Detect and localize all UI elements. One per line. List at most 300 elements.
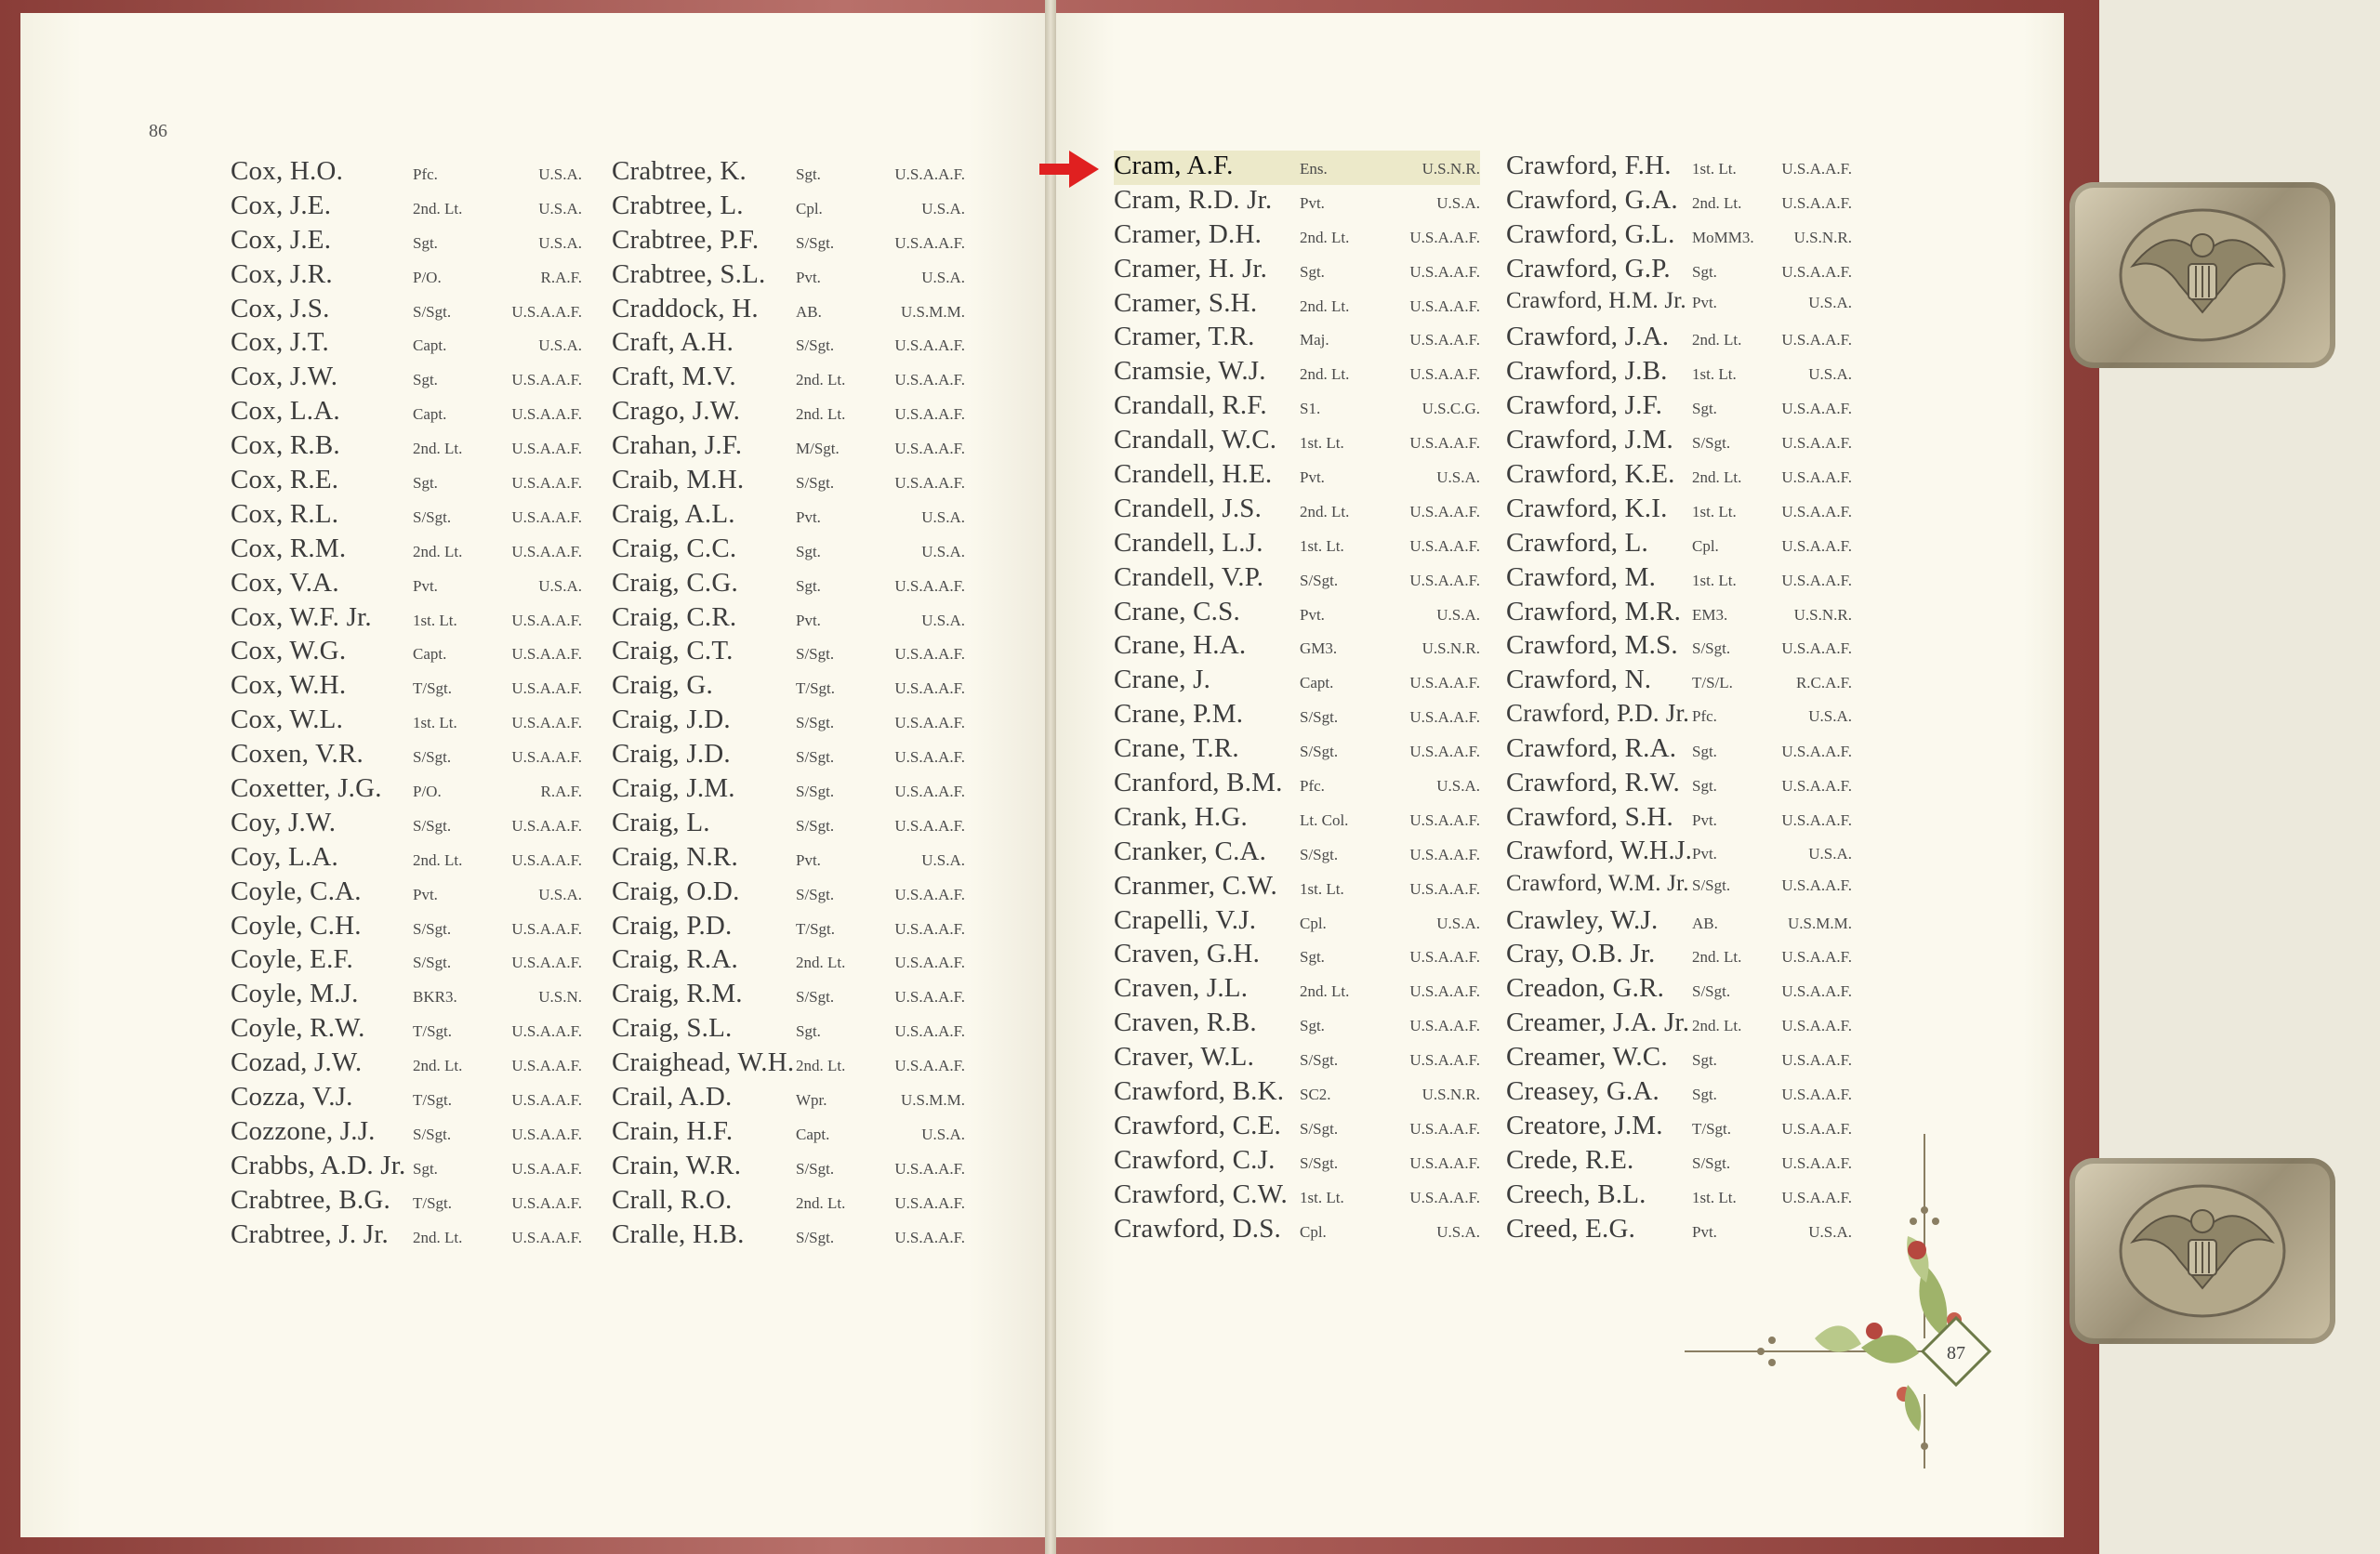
list-item xyxy=(1114,425,1480,459)
entry-name: Coxen, V.R. xyxy=(231,739,364,770)
list-item xyxy=(1114,254,1480,288)
entry-rank: S/Sgt. xyxy=(796,748,835,767)
list-item xyxy=(231,1116,582,1151)
entry-rank: Maj. xyxy=(1300,331,1329,349)
entry-service: U.S.A.A.F. xyxy=(894,919,965,938)
list-item xyxy=(612,1185,965,1219)
entry-service: U.S.A.A.F. xyxy=(511,1125,582,1143)
entry-rank: Pfc. xyxy=(1300,777,1325,796)
entry-name: Crawford, R.A. xyxy=(1506,733,1677,764)
entry-service: U.S.A.A.F. xyxy=(511,507,582,526)
list-item xyxy=(1114,665,1480,699)
entry-name: Coy, L.A. xyxy=(231,841,338,872)
entry-service: U.S.A. xyxy=(538,165,582,183)
entry-name: Cramer, D.H. xyxy=(1114,218,1263,249)
entry-service: U.S.A.A.F. xyxy=(894,714,965,732)
entry-service: U.S.N.R. xyxy=(1421,639,1480,658)
entry-name: Crandall, R.F. xyxy=(1114,390,1267,421)
entry-name: Crandell, V.P. xyxy=(1114,561,1264,592)
entry-service: U.S.A.A.F. xyxy=(1409,948,1480,967)
list-item xyxy=(1506,871,1852,905)
entry-name: Craig, C.R. xyxy=(612,601,737,632)
list-item xyxy=(231,191,582,225)
entry-service: R.C.A.F. xyxy=(1795,674,1852,692)
list-item xyxy=(612,670,965,705)
list-item xyxy=(231,602,582,637)
entry-service: U.S.A. xyxy=(921,268,965,286)
entry-service: U.S.A.A.F. xyxy=(511,302,582,321)
list-item xyxy=(1114,939,1480,973)
list-item xyxy=(612,876,965,911)
list-item xyxy=(231,294,582,328)
list-item xyxy=(612,225,965,259)
entry-rank: S/Sgt. xyxy=(1300,1051,1339,1070)
entry-name: Crawford, J.B. xyxy=(1506,356,1668,387)
entry-service: U.S.A.A.F. xyxy=(1409,810,1480,829)
list-item xyxy=(1114,1179,1480,1214)
entry-rank: 2nd. Lt. xyxy=(796,954,846,972)
entry-name: Crawford, P.D. Jr. xyxy=(1506,699,1690,728)
entry-rank: Capt. xyxy=(796,1125,830,1143)
list-item xyxy=(1114,322,1480,356)
entry-service: U.S.A.A.F. xyxy=(1781,639,1852,658)
left-column-1 xyxy=(231,156,582,1254)
entry-service: U.S.A.A.F. xyxy=(1409,1051,1480,1070)
list-item xyxy=(1506,1042,1852,1076)
entry-service: U.S.A.A.F. xyxy=(1781,400,1852,418)
entry-rank: T/Sgt. xyxy=(413,1091,453,1110)
list-item xyxy=(1506,151,1852,185)
entry-name: Creadon, G.R. xyxy=(1506,973,1665,1004)
entry-rank: 2nd. Lt. xyxy=(1300,365,1350,384)
entry-service: U.S.A.A.F. xyxy=(511,371,582,389)
entry-rank: S/Sgt. xyxy=(1300,1153,1339,1172)
entry-service: U.S.A.A.F. xyxy=(894,233,965,252)
entry-rank: Pvt. xyxy=(1692,844,1717,863)
list-item xyxy=(612,191,965,225)
entry-service: U.S.A.A.F. xyxy=(1781,193,1852,212)
entry-service: U.S.A. xyxy=(538,576,582,595)
list-item xyxy=(612,1047,965,1082)
list-item xyxy=(231,499,582,533)
entry-name: Crabtree, S.L. xyxy=(612,258,766,289)
entry-rank: Pvt. xyxy=(1300,605,1325,624)
list-item xyxy=(1506,219,1852,254)
entry-name: Coyle, C.A. xyxy=(231,876,362,906)
entry-rank: S/Sgt. xyxy=(1300,743,1339,761)
entry-name: Craig, C.T. xyxy=(612,636,734,666)
list-item xyxy=(612,430,965,465)
entry-rank: 2nd. Lt. xyxy=(413,542,463,560)
entry-rank: T/Sgt. xyxy=(1692,1119,1732,1138)
entry-name: Cram, A.F. xyxy=(1114,151,1234,180)
list-item xyxy=(1114,836,1480,871)
entry-name: Crandell, H.E. xyxy=(1114,459,1273,490)
list-item xyxy=(1114,1145,1480,1179)
entry-service: U.S.A.A.F. xyxy=(1781,331,1852,349)
entry-rank: Sgt. xyxy=(796,165,821,183)
entry-service: U.S.N. xyxy=(538,988,582,1007)
entry-name: Craft, M.V. xyxy=(612,362,736,392)
entry-name: Crane, T.R. xyxy=(1114,733,1239,764)
entry-name: Creed, E.G. xyxy=(1506,1213,1636,1244)
entry-service: U.S.A.A.F. xyxy=(894,440,965,458)
entry-service: U.S.A.A.F. xyxy=(1409,1017,1480,1035)
entry-service: U.S.M.M. xyxy=(901,302,965,321)
entry-rank: S/Sgt. xyxy=(1692,876,1731,894)
list-item xyxy=(1506,288,1852,323)
eagle-seal-icon xyxy=(2114,1177,2291,1325)
entry-name: Cox, V.A. xyxy=(231,567,339,598)
entry-name: Creech, B.L. xyxy=(1506,1179,1646,1209)
entry-name: Coyle, M.J. xyxy=(231,979,359,1009)
entry-service: U.S.A.A.F. xyxy=(894,1193,965,1212)
entry-name: Craig, J.D. xyxy=(612,739,731,770)
entry-rank: Pfc. xyxy=(1692,707,1717,726)
entry-name: Craig, J.D. xyxy=(612,705,731,735)
entry-rank: Sgt. xyxy=(796,576,821,595)
entry-service: U.S.A.A.F. xyxy=(1409,296,1480,315)
list-item xyxy=(1506,597,1852,631)
entry-name: Crawford, M.R. xyxy=(1506,596,1682,626)
entry-rank: S/Sgt. xyxy=(1692,1153,1731,1172)
entry-rank: S/Sgt. xyxy=(413,954,452,972)
list-item xyxy=(612,294,965,328)
entry-name: Cram, R.D. Jr. xyxy=(1114,184,1273,215)
list-item xyxy=(1114,733,1480,768)
entry-name: Crandell, J.S. xyxy=(1114,493,1263,523)
entry-rank: Sgt. xyxy=(1300,262,1325,281)
entry-service: U.S.C.G. xyxy=(1421,400,1480,418)
list-item xyxy=(612,602,965,637)
list-item xyxy=(1506,425,1852,459)
entry-rank: Pvt. xyxy=(1692,293,1717,311)
entry-service: U.S.A.A.F. xyxy=(1409,1188,1480,1206)
entry-service: U.S.A.A.F. xyxy=(511,405,582,424)
entry-rank: S/Sgt. xyxy=(413,302,452,321)
entry-rank: Sgt. xyxy=(413,1159,438,1178)
entry-rank: Pvt. xyxy=(1692,1222,1717,1241)
entry-rank: S/Sgt. xyxy=(413,507,452,526)
entry-rank: 2nd. Lt. xyxy=(1300,296,1350,315)
list-item xyxy=(231,1151,582,1185)
entry-service: U.S.A.A.F. xyxy=(1409,1153,1480,1172)
entry-name: Cox, J.E. xyxy=(231,190,332,220)
list-item xyxy=(1114,390,1480,425)
list-item xyxy=(612,773,965,808)
entry-rank: T/S/L. xyxy=(1692,674,1733,692)
entry-name: Cozza, V.J. xyxy=(231,1082,353,1113)
entry-service: U.S.A.A.F. xyxy=(511,1022,582,1041)
list-item xyxy=(231,156,582,191)
entry-name: Cramsie, W.J. xyxy=(1114,356,1266,387)
entry-name: Creamer, W.C. xyxy=(1506,1042,1668,1073)
entry-name: Cox, W.G. xyxy=(231,636,347,666)
entry-service: U.S.A.A.F. xyxy=(511,1057,582,1075)
entry-name: Crawford, D.S. xyxy=(1114,1213,1282,1244)
entry-rank: 2nd. Lt. xyxy=(796,405,846,424)
entry-service: U.S.A.A.F. xyxy=(511,816,582,835)
entry-name: Crawford, M. xyxy=(1506,561,1657,592)
entry-service: U.S.A. xyxy=(1436,777,1480,796)
entry-rank: S/Sgt. xyxy=(413,816,452,835)
entry-service: U.S.A.A.F. xyxy=(1409,845,1480,863)
left-column-2 xyxy=(612,156,965,1254)
list-item xyxy=(612,911,965,945)
list-item xyxy=(1114,1214,1480,1248)
entry-rank: 1st. Lt. xyxy=(1692,1188,1737,1206)
list-item xyxy=(231,225,582,259)
entry-rank: S/Sgt. xyxy=(796,1228,835,1246)
entry-rank: Sgt. xyxy=(1692,400,1717,418)
entry-rank: 1st. Lt. xyxy=(1300,1188,1344,1206)
list-item xyxy=(1114,528,1480,562)
list-item xyxy=(612,1151,965,1185)
entry-name: Craig, R.A. xyxy=(612,944,738,975)
entry-name: Crawford, J.F. xyxy=(1506,390,1663,421)
entry-service: U.S.A. xyxy=(1436,1222,1480,1241)
entry-name: Crandell, L.J. xyxy=(1114,527,1263,558)
entry-name: Craddock, H. xyxy=(612,293,759,323)
entry-name: Craig, P.D. xyxy=(612,910,733,941)
entry-rank: Cpl. xyxy=(1692,536,1719,555)
entry-service: U.S.A.A.F. xyxy=(894,1228,965,1246)
entry-service: U.S.A.A.F. xyxy=(894,645,965,664)
entry-rank: Sgt. xyxy=(413,371,438,389)
entry-name: Crawford, L. xyxy=(1506,527,1648,558)
entry-service: U.S.A.A.F. xyxy=(1781,876,1852,894)
entry-name: Crawford, W.M. Jr. xyxy=(1506,870,1689,896)
list-item xyxy=(231,842,582,876)
entry-name: Craig, R.M. xyxy=(612,979,743,1009)
entry-name: Cox, H.O. xyxy=(231,156,344,186)
entry-rank: S/Sgt. xyxy=(796,645,835,664)
entry-name: Craig, C.C. xyxy=(612,533,737,563)
entry-rank: 1st. Lt. xyxy=(1692,571,1737,589)
lower-clasp xyxy=(2069,1158,2335,1344)
entry-service: U.S.A.A.F. xyxy=(1409,365,1480,384)
entry-name: Craven, J.L. xyxy=(1114,973,1249,1004)
entry-service: U.S.A. xyxy=(921,542,965,560)
entry-service: U.S.A.A.F. xyxy=(1781,1017,1852,1035)
list-item xyxy=(1506,802,1852,836)
list-item xyxy=(1114,459,1480,494)
entry-name: Crawford, C.J. xyxy=(1114,1144,1276,1175)
eagle-seal-icon xyxy=(2114,201,2291,349)
entry-name: Crain, W.R. xyxy=(612,1150,742,1180)
entry-rank: S/Sgt. xyxy=(796,885,835,903)
list-item xyxy=(1114,905,1480,940)
entry-service: U.S.A.A.F. xyxy=(894,576,965,595)
list-item xyxy=(231,568,582,602)
entry-rank: Sgt. xyxy=(1692,1086,1717,1104)
entry-service: U.S.M.M. xyxy=(901,1091,965,1110)
entry-rank: M/Sgt. xyxy=(796,440,840,458)
entry-rank: 2nd. Lt. xyxy=(796,1193,846,1212)
entry-name: Cox, R.B. xyxy=(231,430,340,461)
entry-service: U.S.A.A.F. xyxy=(894,1159,965,1178)
list-item xyxy=(1506,768,1852,802)
list-item xyxy=(1114,1007,1480,1042)
entry-rank: S/Sgt. xyxy=(796,816,835,835)
entry-name: Cox, J.S. xyxy=(231,293,330,323)
entry-rank: 2nd. Lt. xyxy=(413,850,463,869)
entry-name: Crawford, K.E. xyxy=(1506,459,1675,490)
entry-service: U.S.A.A.F. xyxy=(511,748,582,767)
entry-name: Crahan, J.F. xyxy=(612,430,743,461)
entry-rank: Pvt. xyxy=(1692,810,1717,829)
entry-name: Cray, O.B. Jr. xyxy=(1506,939,1656,969)
entry-service: U.S.N.R. xyxy=(1421,160,1480,178)
entry-rank: Wpr. xyxy=(796,1091,827,1110)
list-item xyxy=(1114,597,1480,631)
entry-name: Crawford, C.W. xyxy=(1114,1179,1288,1209)
entry-name: Craig, G. xyxy=(612,670,713,701)
list-item xyxy=(231,808,582,842)
entry-service: U.S.A. xyxy=(921,199,965,217)
entry-name: Crane, J. xyxy=(1114,665,1211,695)
entry-rank: Sgt. xyxy=(1692,262,1717,281)
entry-name: Cox, J.T. xyxy=(231,327,329,358)
entry-name: Cralle, H.B. xyxy=(612,1218,745,1249)
entry-rank: 1st. Lt. xyxy=(1692,160,1737,178)
entry-service: U.S.A. xyxy=(538,233,582,252)
entry-name: Crawford, H.M. Jr. xyxy=(1506,287,1686,313)
entry-name: Crawford, M.S. xyxy=(1506,630,1678,661)
entry-service: U.S.A.A.F. xyxy=(511,919,582,938)
list-item xyxy=(231,396,582,430)
entry-rank: Cpl. xyxy=(1300,1222,1327,1241)
list-item xyxy=(1506,562,1852,597)
entry-service: U.S.A. xyxy=(538,885,582,903)
entry-service: U.S.A.A.F. xyxy=(894,816,965,835)
entry-rank: S/Sgt. xyxy=(796,714,835,732)
list-item xyxy=(231,739,582,773)
entry-rank: Pvt. xyxy=(796,507,821,526)
list-item xyxy=(612,1116,965,1151)
entry-rank: 1st. Lt. xyxy=(1300,879,1344,898)
entry-rank: 1st. Lt. xyxy=(1692,365,1737,384)
entry-rank: T/Sgt. xyxy=(413,679,453,698)
entry-name: Cox, L.A. xyxy=(231,396,340,427)
entry-rank: SC2. xyxy=(1300,1086,1331,1104)
list-item xyxy=(231,979,582,1013)
entry-service: U.S.A.A.F. xyxy=(894,371,965,389)
list-item xyxy=(612,705,965,739)
entry-name: Coyle, R.W. xyxy=(231,1013,365,1044)
entry-name: Craib, M.H. xyxy=(612,465,745,495)
highlighted-entry xyxy=(1114,151,1480,185)
entry-name: Crawford, R.W. xyxy=(1506,768,1680,798)
book-spine xyxy=(1045,0,1056,1554)
entry-name: Crawford, G.L. xyxy=(1506,218,1675,249)
entry-name: Crawford, C.E. xyxy=(1114,1110,1281,1140)
entry-rank: MoMM3. xyxy=(1692,228,1754,246)
entry-service: U.S.A.A.F. xyxy=(894,405,965,424)
entry-rank: S1. xyxy=(1300,400,1321,418)
entry-name: Craig, J.M. xyxy=(612,773,735,804)
entry-name: Cox, J.E. xyxy=(231,224,332,255)
entry-rank: Sgt. xyxy=(413,233,438,252)
entry-name: Craig, A.L. xyxy=(612,498,735,529)
list-item xyxy=(1506,1007,1852,1042)
list-item xyxy=(1114,768,1480,802)
entry-name: Craver, W.L. xyxy=(1114,1042,1255,1073)
entry-service: U.S.A.A.F. xyxy=(894,783,965,801)
entry-name: Cozad, J.W. xyxy=(231,1047,363,1078)
entry-name: Craft, A.H. xyxy=(612,327,734,358)
entry-rank: 2nd. Lt. xyxy=(1692,331,1742,349)
entry-service: U.S.A.A.F. xyxy=(1781,502,1852,520)
list-item xyxy=(1114,1042,1480,1076)
entry-name: Crane, H.A. xyxy=(1114,630,1247,661)
entry-name: Craven, R.B. xyxy=(1114,1007,1257,1038)
list-item xyxy=(1506,494,1852,528)
entry-service: U.S.A.A.F. xyxy=(1781,982,1852,1001)
entry-service: U.S.A.A.F. xyxy=(1409,879,1480,898)
entry-name: Crandall, W.C. xyxy=(1114,425,1277,455)
entry-service: U.S.A.A.F. xyxy=(894,165,965,183)
entry-rank: S/Sgt. xyxy=(1300,845,1339,863)
entry-name: Craig, L. xyxy=(612,807,710,837)
entry-rank: T/Sgt. xyxy=(796,679,836,698)
entry-rank: AB. xyxy=(796,302,822,321)
list-item xyxy=(231,533,582,568)
entry-rank: 1st. Lt. xyxy=(1300,434,1344,453)
list-item xyxy=(231,944,582,979)
entry-name: Cox, R.E. xyxy=(231,465,339,495)
list-item xyxy=(612,362,965,396)
entry-rank: S/Sgt. xyxy=(413,919,452,938)
list-item xyxy=(1506,630,1852,665)
entry-rank: Sgt. xyxy=(1300,1017,1325,1035)
entry-service: U.S.A.A.F. xyxy=(1781,160,1852,178)
entry-service: U.S.A.A.F. xyxy=(1409,331,1480,349)
entry-rank: P/O. xyxy=(413,268,442,286)
entry-rank: S/Sgt. xyxy=(413,1125,452,1143)
entry-name: Coy, J.W. xyxy=(231,807,337,837)
entry-name: Crawford, G.A. xyxy=(1506,184,1678,215)
list-item xyxy=(612,568,965,602)
entry-name: Coyle, C.H. xyxy=(231,910,362,941)
entry-rank: 2nd. Lt. xyxy=(413,1057,463,1075)
entry-service: U.S.A.A.F. xyxy=(511,474,582,493)
entry-service: U.S.A. xyxy=(1436,605,1480,624)
list-item xyxy=(612,465,965,499)
entry-rank: Pvt. xyxy=(796,611,821,629)
entry-rank: Cpl. xyxy=(796,199,823,217)
entry-name: Cox, J.W. xyxy=(231,362,338,392)
entry-service: U.S.A.A.F. xyxy=(1781,1188,1852,1206)
entry-rank: Cpl. xyxy=(1300,914,1327,932)
list-item xyxy=(1114,973,1480,1007)
list-item xyxy=(612,944,965,979)
entry-service: U.S.A.A.F. xyxy=(894,679,965,698)
list-item xyxy=(612,1082,965,1116)
entry-name: Crabbs, A.D. Jr. xyxy=(231,1150,406,1180)
list-item xyxy=(1114,802,1480,836)
entry-service: U.S.A. xyxy=(921,850,965,869)
entry-service: U.S.A. xyxy=(921,1125,965,1143)
entry-name: Crabtree, J. Jr. xyxy=(231,1218,389,1249)
entry-service: U.S.A.A.F. xyxy=(511,1159,582,1178)
list-item xyxy=(231,876,582,911)
entry-rank: EM3. xyxy=(1692,605,1728,624)
entry-name: Cox, R.M. xyxy=(231,533,347,563)
entry-service: U.S.A.A.F. xyxy=(1781,948,1852,967)
entry-service: U.S.A.A.F. xyxy=(894,988,965,1007)
entry-rank: Pvt. xyxy=(1300,193,1325,212)
